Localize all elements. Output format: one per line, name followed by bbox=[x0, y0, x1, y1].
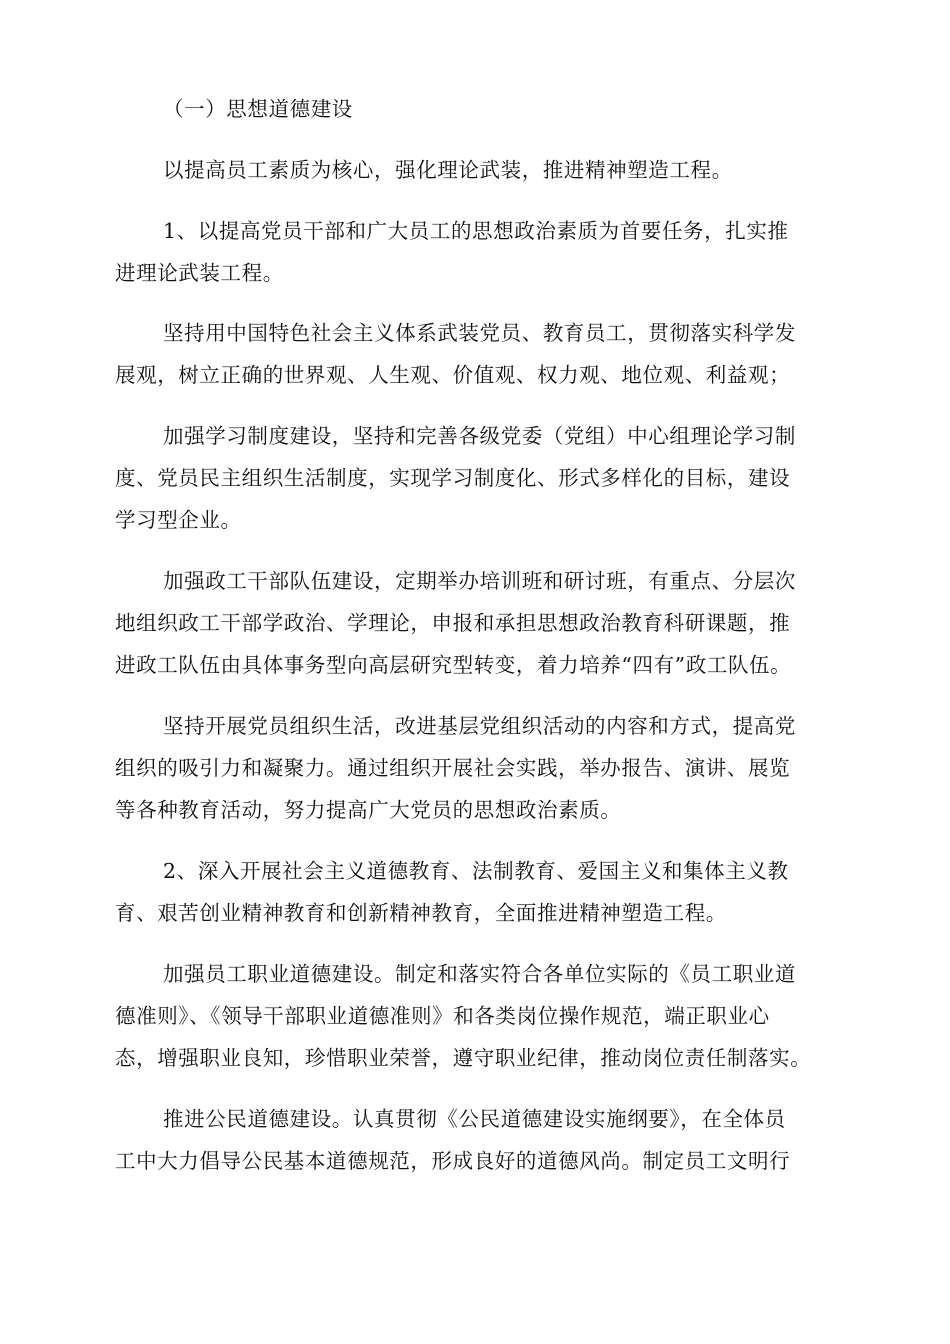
paragraph-6-line-3: 等各种教育活动，努力提高广大党员的思想政治素质。 bbox=[115, 798, 622, 822]
paragraph-4-line-1: 加强学习制度建设，坚持和完善各级党委（党组）中心组理论学习制 bbox=[163, 424, 796, 448]
section-heading: （一）思想道德建设 bbox=[163, 97, 353, 121]
paragraph-9-line-1: 推进公民道德建设。认真贯彻《公民道德建设实施纲要》，在全体员 bbox=[163, 1107, 786, 1131]
paragraph-8-line-1: 加强员工职业道德建设。制定和落实符合各单位实际的《员工职业道 bbox=[163, 962, 796, 986]
paragraph-2-line-2: 进理论武装工程。 bbox=[115, 261, 284, 285]
paragraph-9-line-2: 工中大力倡导公民基本道德规范，形成良好的道德风尚。制定员工文明行 bbox=[115, 1149, 791, 1173]
paragraph-8-line-2: 德准则》、《领导干部职业道德准则》和各类岗位操作规范，端正职业心 bbox=[115, 1004, 770, 1028]
paragraph-8-line-3: 态，增强职业良知，珍惜职业荣誉，遵守职业纪律，推动岗位责任制落实。 bbox=[115, 1046, 812, 1070]
paragraph-7-line-1: 2、深入开展社会主义道德教育、法制教育、爱国主义和集体主义教 bbox=[163, 859, 789, 883]
paragraph-4-line-3: 学习型企业。 bbox=[115, 508, 242, 532]
paragraph-4-line-2: 度、党员民主组织生活制度，实现学习制度化、形式多样化的目标，建设 bbox=[115, 466, 791, 490]
paragraph-3-line-2: 展观，树立正确的世界观、人生观、价值观、权力观、地位观、利益观； bbox=[115, 363, 791, 387]
paragraph-5-line-1: 加强政工干部队伍建设，定期举办培训班和研讨班，有重点、分层次 bbox=[163, 569, 796, 593]
paragraph-5-line-3: 进政工队伍由具体事务型向高层研究型转变，着力培养“四有”政工队伍。 bbox=[115, 653, 792, 677]
paragraph-6-line-1: 坚持开展党员组织生活，改进基层党组织活动的内容和方式，提高党 bbox=[163, 714, 796, 738]
paragraph-6-line-2: 组织的吸引力和凝聚力。通过组织开展社会实践，举办报告、演讲、展览 bbox=[115, 756, 791, 780]
paragraph-5-line-2: 地组织政工干部学政治、学理论，申报和承担思想政治教育科研课题，推 bbox=[115, 611, 791, 635]
paragraph-3-line-1: 坚持用中国特色社会主义体系武装党员、教育员工，贯彻落实科学发 bbox=[163, 321, 796, 345]
paragraph-1-line-1: 以提高员工素质为核心，强化理论武装，推进精神塑造工程。 bbox=[163, 158, 733, 182]
paragraph-2-line-1: 1、以提高党员干部和广大员工的思想政治素质为首要任务，扎实推 bbox=[163, 219, 789, 243]
paragraph-7-line-2: 育、艰苦创业精神教育和创新精神教育，全面推进精神塑造工程。 bbox=[115, 901, 727, 925]
